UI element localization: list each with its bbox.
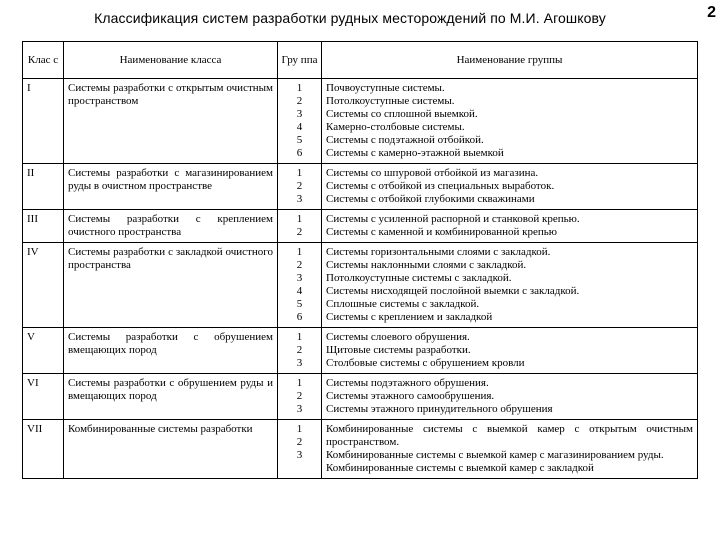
group-number: 2 — [296, 344, 303, 356]
group-names-cell — [322, 164, 698, 210]
group-name: Системы с отбойкой глубокими скважинами — [326, 193, 535, 205]
table-row — [23, 164, 698, 210]
table-row — [23, 420, 698, 479]
group-names-cell — [322, 79, 698, 164]
group-number: 3 — [296, 272, 303, 284]
class-name-cell: Системы разработки с обрушением руды и вмещающих пород — [64, 374, 278, 420]
header-group-name: Наименование группы — [322, 42, 698, 79]
group-name: Системы подэтажного обрушения. — [326, 377, 489, 389]
group-number: 1 — [296, 331, 303, 343]
group-name: Системы со шпуровой отбойкой из магазина. — [326, 167, 539, 179]
page-number: 2 — [707, 4, 716, 21]
group-names-cell — [322, 243, 698, 328]
group-number: 2 — [296, 259, 303, 271]
header-class-name: Наименование класса — [64, 42, 278, 79]
class-number-cell: VI — [23, 374, 64, 420]
group-name: Системы этажного принудительного обрушения — [326, 403, 553, 415]
group-name: Системы наклонными слоями с закладкой. — [326, 259, 527, 271]
group-names-cell — [322, 328, 698, 374]
table-row — [23, 243, 698, 328]
group-name: Сплошные системы с закладкой. — [326, 298, 480, 310]
group-numbers-cell — [278, 420, 322, 479]
group-number: 2 — [296, 95, 303, 107]
group-number: 1 — [296, 82, 303, 94]
group-number: 6 — [296, 147, 303, 159]
group-number: 3 — [296, 108, 303, 120]
group-name: Системы слоевого обрушения. — [326, 331, 470, 343]
group-name: Системы с подэтажной отбойкой. — [326, 134, 484, 146]
class-number-cell: VII — [23, 420, 64, 479]
class-name-cell: Системы разработки с обрушением вмещающих пород — [64, 328, 278, 374]
table-header-row — [23, 42, 698, 79]
page-title: Классификация систем разработки рудных месторождений по М.И. Агошкову — [94, 10, 606, 26]
group-number: 5 — [296, 134, 303, 146]
group-name: Системы этажного самообрушения. — [326, 390, 495, 402]
class-name-cell: Системы разработки с креплением очистного пространства — [64, 210, 278, 243]
group-number: 4 — [296, 285, 303, 297]
table-row — [23, 328, 698, 374]
class-name-cell: Системы разработки с открытым очистным пространством — [64, 79, 278, 164]
class-number-cell: II — [23, 164, 64, 210]
group-name: Системы с креплением и закладкой — [326, 311, 493, 323]
group-name: Щитовые системы разработки. — [326, 344, 471, 356]
group-number: 2 — [296, 226, 303, 238]
class-number-cell: IV — [23, 243, 64, 328]
group-name: Системы со сплошной выемкой. — [326, 108, 478, 120]
group-name: Комбинированные системы с выемкой камер с открытым очистным пространством. — [326, 423, 693, 448]
class-name-cell: Системы разработки с закладкой очистного пространства — [64, 243, 278, 328]
group-name: Потолкоуступные системы. — [326, 95, 455, 107]
class-name-cell: Комбинированные системы разработки — [64, 420, 278, 479]
group-number: 1 — [296, 377, 303, 389]
group-number: 3 — [296, 403, 303, 415]
group-number: 6 — [296, 311, 303, 323]
group-names-cell — [322, 374, 698, 420]
group-name: Системы с усиленной распорной и станковой крепью. — [326, 213, 580, 225]
group-names-cell — [322, 420, 698, 479]
group-name: Системы с отбойкой из специальных выработок. — [326, 180, 555, 192]
group-number: 3 — [296, 449, 303, 461]
group-numbers-cell — [278, 328, 322, 374]
group-number: 4 — [296, 121, 303, 133]
group-name: Комбинированные системы с выемкой камер с магазинированием руды. — [326, 449, 664, 461]
group-number: 1 — [296, 167, 303, 179]
table-row — [23, 79, 698, 164]
group-number: 5 — [296, 298, 303, 310]
group-number: 2 — [296, 390, 303, 402]
group-name: Потолкоуступные системы с закладкой. — [326, 272, 512, 284]
group-numbers-cell — [278, 210, 322, 243]
group-name: Камерно-столбовые системы. — [326, 121, 465, 133]
group-name: Системы горизонтальными слоями с закладкой. — [326, 246, 551, 258]
classification-table — [22, 41, 698, 479]
group-names-cell — [322, 210, 698, 243]
header-class-number: Клас с — [23, 42, 64, 79]
group-name: Столбовые системы с обрушением кровли — [326, 357, 525, 369]
class-name-cell: Системы разработки с магазинированием руды в очистном пространстве — [64, 164, 278, 210]
group-numbers-cell — [278, 374, 322, 420]
table-row — [23, 374, 698, 420]
table-row — [23, 210, 698, 243]
group-name: Комбинированные системы с выемкой камер с закладкой — [326, 462, 594, 474]
class-number-cell: III — [23, 210, 64, 243]
class-number-cell: I — [23, 79, 64, 164]
group-name: Системы нисходящей послойной выемки с закладкой. — [326, 285, 580, 297]
class-number-cell: V — [23, 328, 64, 374]
group-name: Системы с каменной и комбинированной крепью — [326, 226, 557, 238]
header-group-number: Гру ппа — [278, 42, 322, 79]
group-number: 1 — [296, 423, 303, 435]
group-number: 1 — [296, 213, 303, 225]
group-number: 2 — [296, 180, 303, 192]
group-number: 3 — [296, 193, 303, 205]
group-number: 2 — [296, 436, 303, 448]
group-number: 3 — [296, 357, 303, 369]
group-name: Системы с камерно-этажной выемкой — [326, 147, 504, 159]
group-numbers-cell — [278, 79, 322, 164]
group-numbers-cell — [278, 243, 322, 328]
group-numbers-cell — [278, 164, 322, 210]
group-number: 1 — [296, 246, 303, 258]
group-name: Почвоуступные системы. — [326, 82, 445, 94]
